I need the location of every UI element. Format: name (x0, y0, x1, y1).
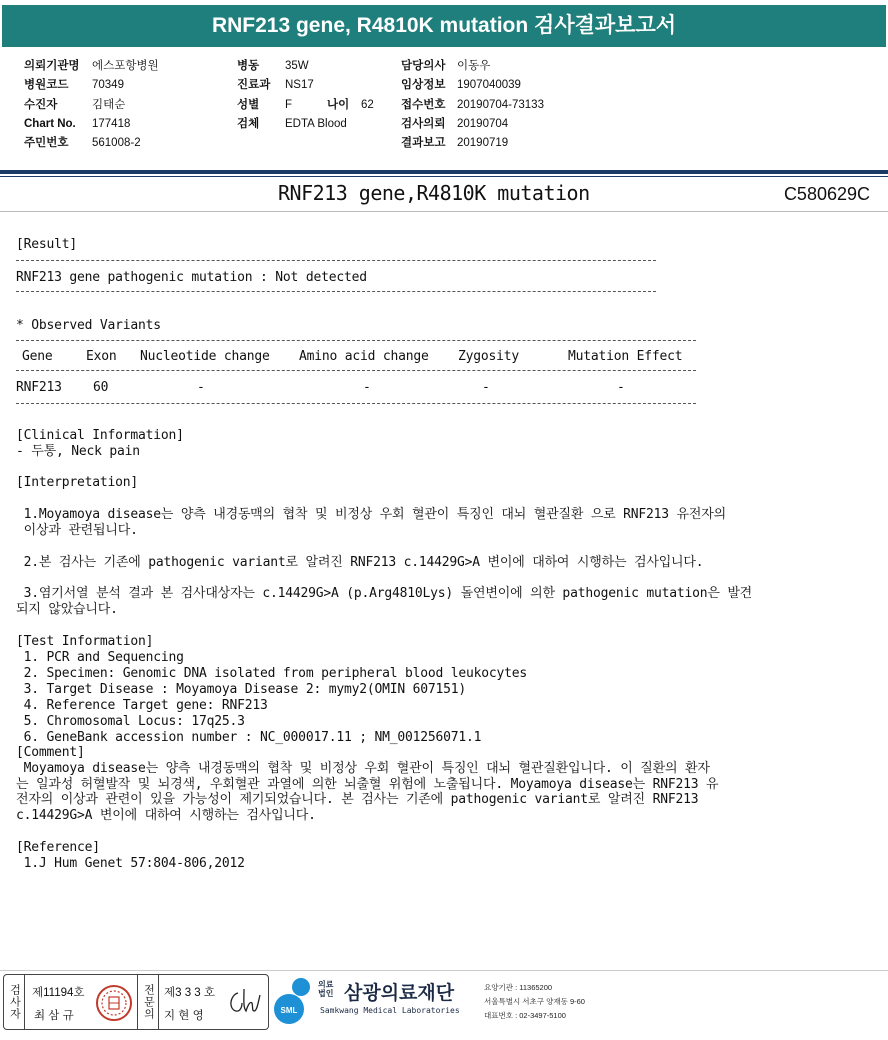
info-row (401, 57, 544, 76)
patient-info-col3 (401, 57, 544, 153)
test-info-item: 4. Reference Target gene: RNF213 (16, 698, 268, 713)
info-value: 561008-2 (92, 137, 141, 150)
dashed-rule (16, 340, 696, 341)
inspector-label (4, 975, 25, 1029)
info-row (237, 57, 374, 76)
reference-item: 1.J Hum Genet 57:804-806,2012 (16, 856, 245, 871)
variant-cell: - (617, 380, 625, 395)
info-label: 결과보고 (401, 137, 446, 150)
variant-col-header: Gene (22, 349, 53, 364)
patient-info-col2 (237, 57, 374, 134)
variant-cell: - (482, 380, 490, 395)
variant-cell: - (363, 380, 371, 395)
seal-stamp-icon (94, 983, 134, 1023)
info-row (24, 134, 159, 153)
variant-col-header: Exon (86, 349, 117, 364)
org-code: 요양기관 : 11365200 (484, 983, 553, 992)
inspector-number: 제11194호 (32, 987, 85, 999)
clinical-line: - 두통, Neck pain (16, 444, 140, 459)
comment-text: Moyamoya disease는 양측 내경동맥의 협착 및 비정상 우회 혈관이 특징인 대뇌 혈관질환입니다. 이 질환의 환자 는 일과성 허혈발작 및 뇌경색, 우회혈관 과열에 의한 뇌출혈 위험에 노출됩니다. Moyamoya disease는 RNF213 유 전자의 이상과 관련이 있을 가능성이 제기되었습니다. 본 검사는 기존에 pathogenic variant로 알려진 RNF213 c.14429G>A 변이에 대하여 시행하는 검사입니다. (16, 761, 719, 823)
interpretation-header: [Interpretation] (16, 475, 139, 490)
specialist-name: 지 현 영 (164, 1010, 204, 1022)
info-label: 검체 (237, 117, 260, 130)
info-label: 담당의사 (401, 60, 446, 72)
variant-col-header: Amino acid change (299, 349, 429, 364)
info-value: 20190704 (457, 117, 509, 130)
info-value: 70349 (92, 79, 124, 92)
comment-header: [Comment] (16, 745, 85, 760)
result-line: RNF213 gene pathogenic mutation : Not detected (16, 270, 367, 285)
info-value: 20190719 (457, 137, 509, 150)
info-row (401, 134, 544, 153)
signature-icon (224, 985, 264, 1019)
variant-col-header: Nucleotide change (140, 349, 270, 364)
info-label: 수진자 (24, 98, 58, 111)
sml-logo-icon (272, 976, 320, 1026)
info-row (237, 115, 374, 134)
variant-cell: RNF213 (16, 380, 62, 395)
header-divider-thin (0, 176, 888, 177)
dashed-rule (16, 370, 696, 371)
info-row (237, 76, 374, 95)
info-value: 김태순 (92, 98, 126, 111)
variant-cell: 60 (93, 380, 109, 395)
variant-col-header: Mutation Effect (568, 349, 683, 364)
specialist-label-text: 전문의 (142, 984, 155, 1020)
variant-col-header: Zygosity (458, 349, 520, 364)
specialist-label (137, 975, 159, 1029)
org-info (484, 981, 585, 1023)
inspector-name: 최 삼 규 (34, 1010, 74, 1022)
report-title-bar (0, 0, 888, 50)
info-row (401, 115, 544, 134)
variant-cell: - (197, 380, 205, 395)
dashed-rule (16, 403, 696, 404)
org-address: 서울특별시 서초구 양재동 9-60 (484, 997, 585, 1006)
info-label: 주민번호 (24, 137, 69, 150)
signature-box (3, 974, 269, 1030)
info-row (401, 96, 544, 115)
clinical-header: [Clinical Information] (16, 428, 184, 443)
test-info-header: [Test Information] (16, 634, 154, 649)
footer-divider (0, 970, 888, 971)
info-label: 성별 (237, 98, 260, 111)
report-title: RNF213 gene, R4810K mutation 검사결과보고서 (2, 5, 886, 47)
org-prefix: 의료법인 (318, 980, 334, 998)
info-label: 검사의뢰 (401, 117, 446, 130)
test-info-item: 2. Specimen: Genomic DNA isolated from peripheral blood leukocytes (16, 666, 527, 681)
info-value: F (285, 98, 293, 111)
info-label: Chart No. (24, 117, 76, 130)
patient-info-col1 (24, 57, 159, 153)
report-code: C580629C (783, 184, 870, 204)
dashed-rule (16, 260, 656, 261)
inspector-label-text: 검사자 (8, 984, 21, 1020)
info-value: 에스포항병원 (92, 60, 159, 72)
info-label: 병동 (237, 60, 260, 72)
interpretation-item: 2.본 검사는 기존에 pathogenic variant로 알려진 RNF213 c.14429G>A 변이에 대하여 시행하는 검사입니다. (16, 555, 704, 570)
org-english-name: Samkwang Medical Laboratories (320, 1006, 460, 1015)
subtitle-divider (0, 211, 888, 212)
info-label: 임상정보 (401, 79, 446, 92)
report-subtitle: RNF213 gene,R4810K mutation (278, 181, 590, 205)
info-label: 병원코드 (24, 79, 69, 92)
test-info-item: 5. Chromosomal Locus: 17q25.3 (16, 714, 245, 729)
info-label: 나이 (327, 98, 350, 111)
result-header: [Result] (16, 237, 78, 252)
info-value: EDTA Blood (285, 117, 347, 130)
org-name: 삼광의료재단 (344, 983, 455, 1004)
info-row (24, 57, 159, 76)
info-value: 이동우 (457, 60, 491, 72)
info-value: 20190704-73133 (457, 98, 544, 111)
dashed-rule (16, 291, 656, 292)
interpretation-item: 1.Moyamoya disease는 양측 내경동맥의 협착 및 비정상 우회 혈관이 특징인 대뇌 혈관질환 으로 RNF213 유전자의 이상과 관련됩니다. (23, 507, 726, 538)
interpretation-item: 3.염기서열 분석 결과 본 검사대상자는 c.14429G>A (p.Arg4810Lys) 돌연변이에 의한 pathogenic mutation은 발견 되지 않았습니다. (16, 586, 753, 617)
info-value: 62 (361, 98, 374, 111)
test-info-item: 1. PCR and Sequencing (16, 650, 184, 665)
info-value: 35W (285, 60, 309, 72)
logo-text: SML (280, 1006, 298, 1015)
variants-header: * Observed Variants (16, 318, 161, 333)
info-value: NS17 (285, 79, 314, 92)
test-info-item: 3. Target Disease : Moyamoya Disease 2: mymy2(OMIN 607151) (16, 682, 466, 697)
info-value: 177418 (92, 117, 131, 130)
test-info-item: 6. GeneBank accession number : NC_000017.11 ; NM_001256071.1 (16, 730, 482, 745)
reference-header: [Reference] (16, 840, 100, 855)
header-divider (0, 170, 888, 174)
info-row (24, 76, 159, 95)
info-row (237, 96, 374, 115)
info-label: 의뢰기관명 (24, 60, 80, 72)
info-value: 1907040039 (457, 79, 521, 92)
info-label: 진료과 (237, 79, 271, 92)
info-row (24, 115, 159, 134)
info-row (401, 76, 544, 95)
specialist-number: 제3 3 3 호 (164, 987, 215, 999)
org-phone: 대표번호 : 02-3497-5100 (484, 1011, 566, 1020)
info-row (24, 96, 159, 115)
info-label: 접수번호 (401, 98, 446, 111)
